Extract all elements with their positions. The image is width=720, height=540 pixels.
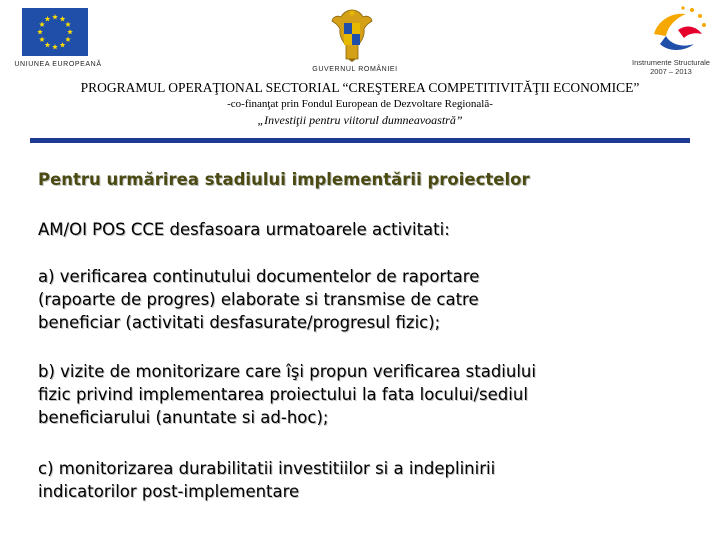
eu-flag-icon xyxy=(22,8,88,56)
paragraph-line: c) monitorizarea durabilitatii investitiilor si a indeplinirii xyxy=(38,459,496,478)
activity-a-paragraph xyxy=(38,265,688,334)
paragraph-line: beneficiar (activitati desfasurate/progresul fizic); xyxy=(38,313,441,332)
cofinancing-note: -co-finanţat prin Fondul European de Dezvoltare Regională- xyxy=(227,98,493,110)
header-divider-bar xyxy=(30,138,690,143)
eu-caption: UNIUNEA EUROPEANĂ xyxy=(14,61,102,68)
paragraph-line: indicatorilor post-implementare xyxy=(38,482,300,501)
romania-coat-of-arms-icon xyxy=(330,7,374,63)
activity-b-paragraph xyxy=(38,360,688,429)
intro-paragraph: AM/OI POS CCE desfasoara urmatoarele activitati: xyxy=(38,220,450,239)
paragraph-line: fizic privind implementarea proiectului la fata locului/sediul xyxy=(38,385,528,404)
structural-caption-line2: 2007 – 2013 xyxy=(650,67,692,76)
paragraph-line: a) verificarea continutului documentelor de raportare xyxy=(38,267,480,286)
paragraph-line: b) vizite de monitorizare care îşi propun verificarea stadiului xyxy=(38,362,536,381)
structural-instruments-caption xyxy=(626,58,716,76)
activity-c-paragraph xyxy=(38,457,688,503)
program-motto: „Investiţii pentru viitorul dumneavoastră” xyxy=(257,113,463,127)
romania-caption: GUVERNUL ROMÂNIEI xyxy=(312,66,398,73)
structural-caption-line1: Instrumente Structurale xyxy=(632,58,710,67)
program-title: PROGRAMUL OPERAŢIONAL SECTORIAL “CREŞTEREA COMPETITIVITĂŢII ECONOMICE” xyxy=(80,80,640,95)
paragraph-line: (rapoarte de progres) elaborate si transmise de catre xyxy=(38,290,479,309)
structural-instruments-logo xyxy=(648,4,708,58)
paragraph-line: beneficiarului (anuntate si ad-hoc); xyxy=(38,408,329,427)
slide-heading: Pentru urmărirea stadiului implementării proiectelor xyxy=(38,170,530,189)
